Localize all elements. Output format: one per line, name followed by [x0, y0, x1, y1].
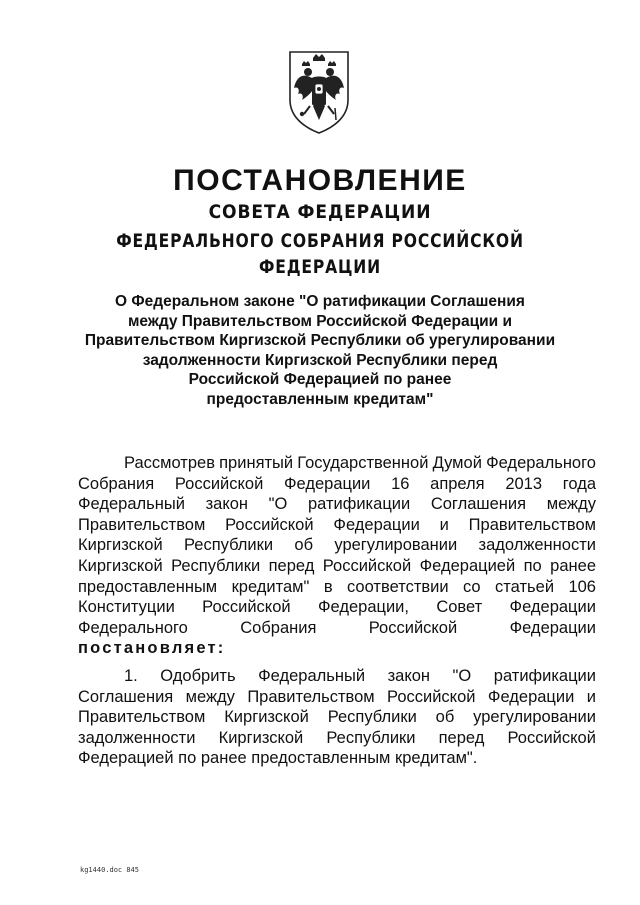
- word: Российской: [387, 687, 476, 706]
- word: между: [546, 495, 596, 514]
- word: со: [463, 577, 481, 596]
- word: Федерации,: [317, 598, 409, 617]
- word: Федеральный: [78, 495, 185, 514]
- word: закон: [387, 667, 431, 685]
- word: года: [562, 474, 596, 493]
- word: Российской: [225, 515, 314, 534]
- word: урегулировании: [334, 536, 458, 555]
- word: Российской: [202, 598, 291, 617]
- word: закон: [205, 495, 249, 514]
- word: Республики: [327, 708, 417, 727]
- word: Правительством: [78, 515, 206, 534]
- word: в: [323, 577, 333, 596]
- body-line: [78, 707, 596, 728]
- word: 2013: [505, 474, 543, 493]
- word: Федеральный: [258, 667, 366, 685]
- word: Федерации: [284, 474, 371, 493]
- word: по: [523, 556, 542, 575]
- document-title: ПОСТАНОВЛЕНИЕ: [173, 164, 467, 197]
- word: Федерации: [487, 687, 575, 706]
- word: апреля: [430, 474, 485, 493]
- body-line: [78, 453, 596, 474]
- subject-line: между Правительством Российской Федерации и: [127, 312, 513, 330]
- preamble-paragraph: [78, 453, 596, 659]
- word: "О: [268, 495, 288, 514]
- word: Соглашения: [430, 495, 527, 514]
- word: 106: [568, 577, 596, 596]
- body-line: [78, 597, 596, 618]
- word: ратификации: [308, 495, 411, 514]
- word: Республики: [326, 728, 416, 747]
- word: предоставленным: [78, 577, 218, 596]
- russian-coat-of-arms-icon: [286, 48, 352, 136]
- document-subject: [60, 292, 580, 409]
- word: задолженности: [78, 728, 196, 747]
- word: и: [439, 515, 449, 534]
- body-line: [78, 515, 596, 536]
- word: Федерацией: [419, 556, 516, 575]
- word: Федерации: [509, 598, 596, 617]
- word: Российской: [368, 618, 458, 637]
- word: статьей: [495, 577, 555, 596]
- word: Федерального: [486, 454, 596, 472]
- word: Правительством: [468, 515, 596, 534]
- body-line: [78, 728, 596, 749]
- word: 1.: [124, 667, 138, 685]
- body-line: [78, 618, 596, 639]
- word: Киргизской: [78, 536, 163, 555]
- word: между: [185, 687, 235, 706]
- word: Федерального: [78, 618, 188, 637]
- word: Федерации: [509, 618, 596, 637]
- word: задолженности: [478, 536, 596, 555]
- word: кредитам": [231, 577, 310, 596]
- subject-line: предоставленным кредитам": [206, 390, 434, 408]
- word: перед: [438, 728, 485, 747]
- word: об: [294, 536, 314, 555]
- resolution-item-1: [78, 666, 596, 769]
- body-line: [78, 494, 596, 515]
- body-line: [78, 666, 596, 687]
- issuer-line-2: ФЕДЕРАЛЬНОГО СОБРАНИЯ РОССИЙСКОЙ ФЕДЕРАЦИИ: [116, 230, 524, 278]
- word: ратификации: [493, 667, 596, 685]
- word: перед: [268, 556, 315, 575]
- word: Правительством: [247, 687, 375, 706]
- subject-line: О Федеральном законе "О ратификации Соглашения: [115, 293, 525, 310]
- word: ранее: [550, 556, 596, 575]
- word: соответствии: [347, 577, 449, 596]
- word: Российской: [174, 474, 264, 493]
- document-code: kg1440.doc 845: [80, 866, 140, 874]
- word: Одобрить: [160, 667, 236, 685]
- word: Думой: [432, 454, 482, 472]
- body-line: [78, 687, 596, 708]
- body-line: Федерацией по ранее предоставленным кредитам".: [78, 749, 478, 768]
- word: Российской: [322, 556, 412, 575]
- word: Собрания: [78, 474, 155, 493]
- word: об: [435, 708, 455, 727]
- subject-line: Правительством Киргизской Республики об урегулировании: [84, 332, 556, 349]
- word: "О: [452, 667, 472, 685]
- word: принятый: [219, 454, 294, 472]
- word: Киргизской: [218, 728, 304, 747]
- word: Киргизской: [224, 708, 309, 727]
- word: Российской: [507, 728, 596, 747]
- word: Собрания: [240, 618, 317, 637]
- word: Соглашения: [78, 687, 174, 706]
- word: Федерации: [333, 515, 420, 534]
- word: Конституции: [78, 598, 175, 617]
- word: и: [586, 687, 596, 706]
- issuer-line-1: СОВЕТА ФЕДЕРАЦИИ: [208, 201, 432, 223]
- word: Республики: [171, 556, 261, 575]
- word: Правительством: [78, 708, 206, 727]
- word: Киргизской: [78, 556, 163, 575]
- word: Рассмотрев: [124, 454, 215, 472]
- resolves-word: постановляет:: [78, 639, 226, 658]
- word: Совет: [436, 598, 483, 617]
- body-line: [78, 556, 596, 577]
- word: урегулировании: [473, 708, 596, 727]
- body-line: [78, 474, 596, 495]
- word: Республики: [184, 536, 274, 555]
- subject-line: задолженности Киргизской Республики перед: [142, 351, 498, 369]
- body-line: [78, 535, 596, 556]
- word: Государственной: [297, 454, 429, 472]
- body-line: [78, 577, 596, 598]
- word: 16: [391, 474, 410, 493]
- subject-line: Российской Федерацией по ранее: [188, 371, 452, 388]
